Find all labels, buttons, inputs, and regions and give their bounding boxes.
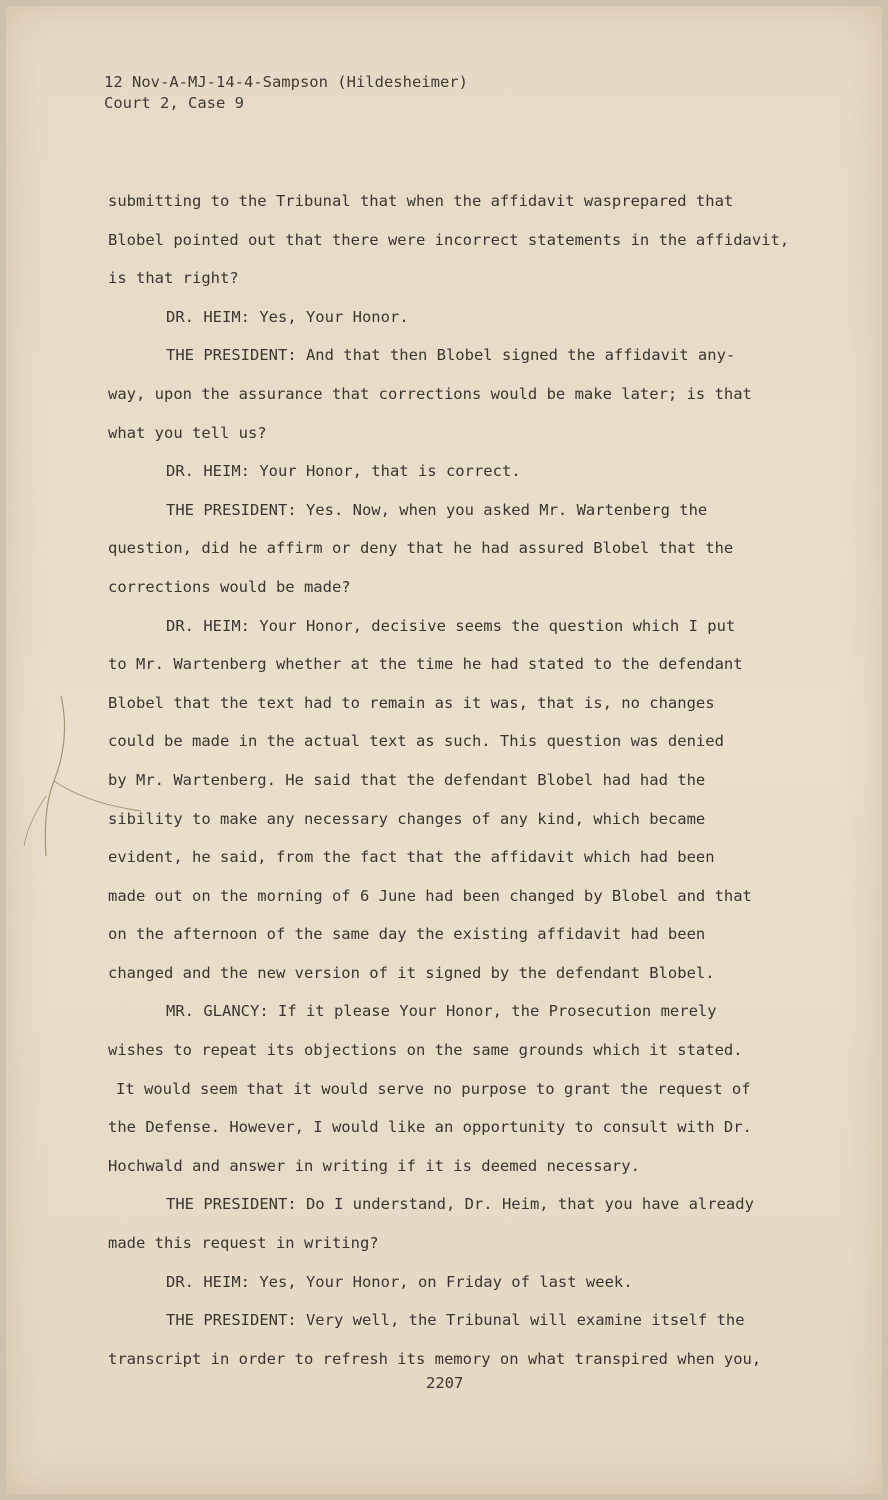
- transcript-line: the Defense. However, I would like an opportunity to consult with Dr.: [108, 1118, 752, 1137]
- transcript-line: It would seem that it would serve no purpose to grant the request of: [116, 1079, 751, 1098]
- transcript-line: to Mr. Wartenberg whether at the time he had stated to the defendant: [108, 655, 743, 674]
- transcript-line: DR. HEIM: Yes, Your Honor, on Friday of last week.: [166, 1272, 633, 1291]
- transcript-line: submitting to the Tribunal that when the affidavit wasprepared that: [108, 192, 734, 210]
- transcript-line: Blobel that the text had to remain as it was, that is, no changes: [108, 693, 715, 712]
- transcript-line: is that right?: [108, 269, 239, 288]
- transcript-line: sibility to make any necessary changes of any kind, which became: [108, 809, 706, 828]
- transcript-line: MR. GLANCY: If it please Your Honor, the Prosecution merely: [166, 1002, 717, 1021]
- transcript-line: THE PRESIDENT: And that then Blobel signed the affidavit any-: [166, 346, 736, 365]
- transcript-line: DR. HEIM: Your Honor, that is correct.: [166, 462, 521, 481]
- transcript-line: Hochwald and answer in writing if it is deemed necessary.: [108, 1156, 640, 1175]
- transcript-line: by Mr. Wartenberg. He said that the defendant Blobel had had the: [108, 770, 706, 789]
- page-number: 2207: [426, 1374, 464, 1392]
- transcript-line: DR. HEIM: Your Honor, decisive seems the question which I put: [166, 616, 736, 635]
- transcript-line: THE PRESIDENT: Do I understand, Dr. Heim, that you have already: [166, 1195, 754, 1214]
- transcript-line: DR. HEIM: Yes, Your Honor.: [166, 307, 409, 326]
- header-case-reference: 12 Nov-A-MJ-14-4-Sampson (Hildesheimer): [104, 73, 468, 91]
- transcript-line: what you tell us?: [108, 423, 267, 442]
- transcript-line: THE PRESIDENT: Yes. Now, when you asked Mr. Wartenberg the: [166, 500, 708, 519]
- header-court-case: Court 2, Case 9: [104, 94, 244, 112]
- transcript-line: made out on the morning of 6 June had been changed by Blobel and that: [108, 886, 752, 905]
- transcript-line: changed and the new version of it signed by the defendant Blobel.: [108, 963, 715, 982]
- transcript-line: transcript in order to refresh its memory on what transpired when you,: [108, 1349, 762, 1368]
- transcript-line: made this request in writing?: [108, 1234, 379, 1253]
- transcript-line: on the afternoon of the same day the existing affidavit had been: [108, 925, 706, 944]
- transcript-line: could be made in the actual text as such. This question was denied: [108, 732, 724, 751]
- transcript-line: THE PRESIDENT: Very well, the Tribunal will examine itself the: [166, 1311, 745, 1330]
- transcript-line: Blobel pointed out that there were incorrect statements in the affidavit,: [108, 230, 790, 249]
- transcript-body: [108, 182, 808, 1378]
- transcript-line: evident, he said, from the fact that the affidavit which had been: [108, 848, 715, 867]
- document-header: [104, 72, 468, 114]
- document-page: [6, 6, 882, 1494]
- transcript-line: way, upon the assurance that corrections would be make later; is that: [108, 384, 752, 403]
- transcript-line: corrections would be made?: [108, 577, 351, 596]
- transcript-line: question, did he affirm or deny that he had assured Blobel that the: [108, 539, 734, 558]
- transcript-line: wishes to repeat its objections on the same grounds which it stated.: [108, 1041, 743, 1060]
